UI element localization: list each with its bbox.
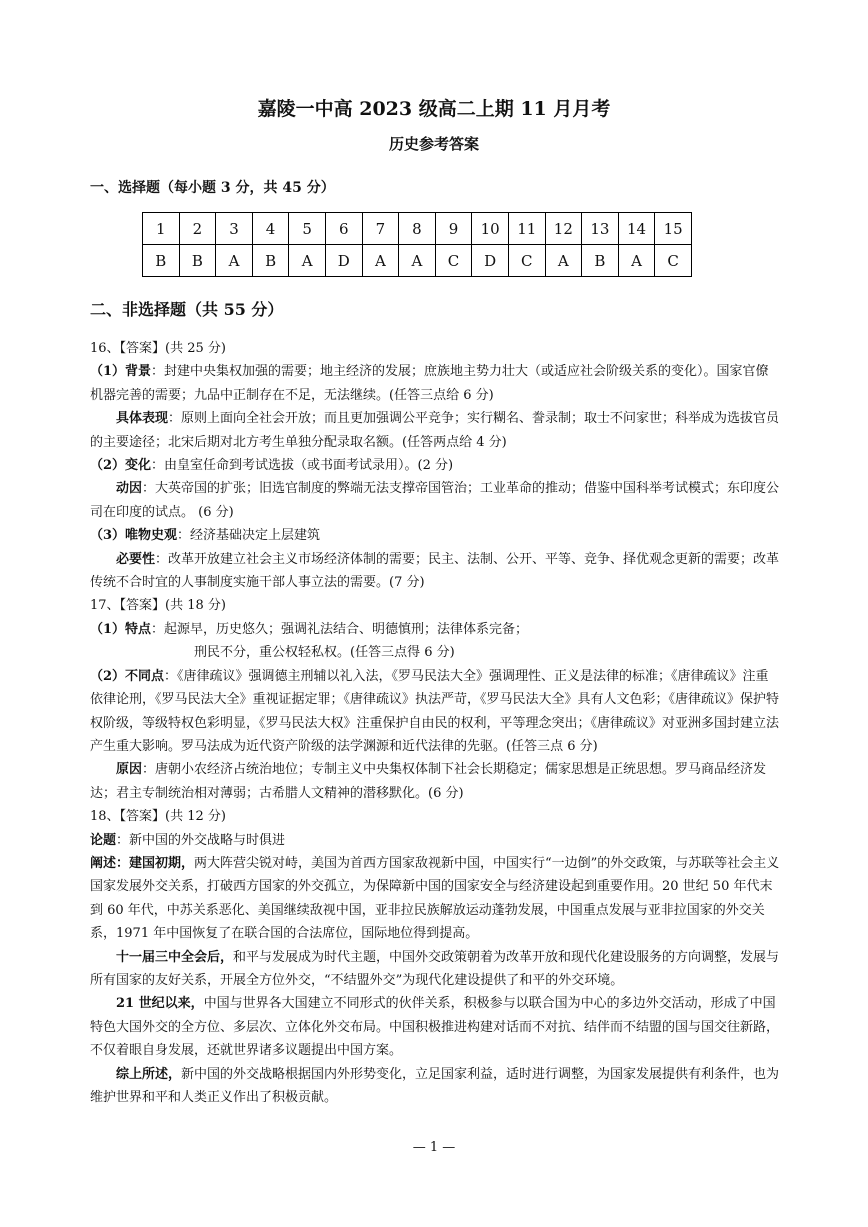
question-number: 6 — [325, 213, 362, 245]
section-1-heading: 一、选择题（每小题 3 分，共 45 分） — [90, 180, 335, 196]
answer-letter: B — [179, 245, 216, 277]
label: 综上所述， — [116, 1066, 182, 1082]
q17-part2-differences — [90, 665, 780, 759]
answer-letter: A — [362, 245, 399, 277]
answer-table-answer-row — [143, 245, 692, 277]
answer-letter: B — [582, 245, 619, 277]
question-number: 1 — [143, 213, 180, 245]
text: 新中国的外交战略根据国内外形势变化，立足国家利益，适时进行调整，为国家发展提供有利条件，也为维护世界和平和人类正义作出了积极贡献。 — [90, 1066, 780, 1105]
label: 阐述：建国初期， — [90, 855, 195, 871]
q16-specific-manifestation — [90, 407, 780, 454]
label: 十一届三中全会后， — [116, 949, 234, 965]
text: ：经济基础决定上层建筑 — [177, 528, 321, 544]
section-2-heading: 二、非选择题（共 55 分） — [90, 300, 284, 319]
text: ：封建中央集权加强的需要；地主经济的发展；庶族地主势力壮大（或适应社会阶级关系的变化）。国家官僚机器完善的需要；九品中正制存在不足，无法继续。(任答三点给 6 分) — [90, 364, 769, 403]
q17-part1-features — [90, 618, 780, 641]
question-number: 14 — [618, 213, 655, 245]
answer-letter: A — [289, 245, 326, 277]
q18-conclusion — [90, 1063, 780, 1110]
answer-letter: C — [655, 245, 692, 277]
question-number: 2 — [179, 213, 216, 245]
answer-letter: C — [508, 245, 545, 277]
answer-letter: A — [545, 245, 582, 277]
text: 中国与世界各大国建立不同形式的伙伴关系，积极参与以联合国为中心的多边外交活动，形成了中国特色大国外交的全方位、多层次、立体化外交布局。中国积极推进构建对话而不对抗、结伴而不结盟的国与国交往新路，不仅着眼自身发展，还就世界诸多议题提出中国方案。 — [90, 996, 780, 1059]
q16-necessity — [90, 548, 780, 595]
answer-letter: B — [143, 245, 180, 277]
text: 和平与发展成为时代主题，中国外交政策朝着为改革开放和现代化建设服务的方向调整，发展与所有国家的友好关系，开展全方位外交，“不结盟外交”为现代化建设提供了和平的外交环境。 — [90, 949, 780, 988]
label: （1）特点 — [90, 621, 152, 637]
q16-part2-change — [90, 454, 780, 477]
label: （1）背景 — [90, 364, 152, 380]
text: ：起源早，历史悠久；强调礼法结合、明德慎刑；法律体系完备； — [151, 621, 529, 637]
q16-part3-materialism — [90, 524, 780, 547]
page-title: 嘉陵一中高 2023 级高二上期 11 月月考 — [257, 98, 611, 120]
label: 论题 — [90, 832, 117, 848]
q18-elaboration-early — [90, 852, 780, 946]
q17-heading: 17、【答案】(共 18 分) — [90, 598, 226, 614]
answer-letter: A — [216, 245, 253, 277]
label: 21 世纪以来， — [116, 996, 204, 1012]
page-subtitle: 历史参考答案 — [388, 135, 479, 153]
q18-elaboration-reform — [90, 946, 780, 993]
question-number: 10 — [472, 213, 509, 245]
label: 具体表现 — [116, 411, 169, 427]
label: 必要性 — [116, 551, 156, 567]
question-number: 5 — [289, 213, 326, 245]
label: （2）不同点 — [90, 668, 165, 684]
label: 动因 — [116, 481, 143, 497]
text: ：大英帝国的扩张；旧选官制度的弊端无法支撑帝国管治；工业革命的推动；借鉴中国科举考试模式；东印度公司在印度的试点。 (6 分) — [90, 481, 780, 520]
question-number: 3 — [216, 213, 253, 245]
q16-motivation — [90, 477, 780, 524]
q17-part1-continued: 刑民不分，重公权轻私权。(任答三点得 6 分) — [194, 645, 455, 661]
question-number: 12 — [545, 213, 582, 245]
question-number: 8 — [399, 213, 436, 245]
text: ：《唐律疏议》强调德主刑辅以礼入法，《罗马民法大全》强调理性、正义是法律的标准；《唐律疏议》注重依律论刑，《罗马民法大全》重视证据定罪；《唐律疏议》执法严苛，《罗马民法大全》具有人文色彩；《唐律疏议》保护特权阶级，等级特权色彩明显，《罗马民法大权》注重保护自由民的权利，平等理念突出；《唐律疏议》对亚洲多国封建立法产生重大影响。罗马法成为近代资产阶级的法学渊源和近代法律的先驱。(任答三点 6 分) — [90, 668, 780, 754]
q16-heading: 16、【答案】(共 25 分) — [90, 341, 226, 356]
label: （2）变化 — [90, 458, 152, 474]
question-number: 15 — [655, 213, 692, 245]
question-number: 4 — [252, 213, 289, 245]
answer-letter: D — [472, 245, 509, 277]
question-number: 9 — [435, 213, 472, 245]
q16-part1-background — [90, 360, 780, 407]
page-number: — 1 — — [412, 1140, 456, 1155]
question-number: 7 — [362, 213, 399, 245]
answer-table — [142, 212, 692, 277]
q17-reasons — [90, 758, 780, 805]
label: （3）唯物史观 — [90, 528, 178, 544]
text: ：原则上面向全社会开放；而且更加强调公平竞争；实行糊名、誊录制；取士不问家世；科举成为选拔官员的主要途径；北宋后期对北方考生单独分配录取名额。(任答两点给 4 分) — [90, 411, 780, 450]
text: ：改革开放建立社会主义市场经济体制的需要；民主、法制、公开、平等、竞争、择优观念更新的需要；改革传统不合时宜的人事制度实施干部人事立法的需要。(7 分) — [90, 551, 780, 591]
text: 两大阵营尖锐对峙，美国为首西方国家敌视新中国，中国实行“一边倒”的外交政策，与苏联等社会主义国家发展外交关系，打破西方国家的外交孤立，为保障新中国的国家安全与经济建设起到重要作用。20 世纪 50 年代末到 60 年代，中苏关系恶化、美国继续敌视中国，亚非拉民族解放运动蓬勃发展，中国重点发展与亚非拉国家的外交关系，1971 年中国恢复了在联合国的合法席位，国际地位得到提高。 — [90, 855, 780, 942]
answer-letter: A — [399, 245, 436, 277]
text: ：唐朝小农经济占统治地位；专制主义中央集权体制下社会长期稳定；儒家思想是正统思想。罗马商品经济发达；君主专制统治相对薄弱；古希腊人文精神的潜移默化。(6 分) — [90, 762, 767, 801]
answer-letter: D — [325, 245, 362, 277]
answer-letter: A — [618, 245, 655, 277]
q18-elaboration-21st-century — [90, 992, 780, 1062]
label: 原因 — [116, 762, 143, 778]
text: ：由皇室任命到考试选拔（或书面考试录用）。(2 分) — [151, 458, 454, 474]
q18-heading: 18、【答案】(共 12 分) — [90, 809, 226, 825]
q18-thesis — [90, 829, 780, 852]
answer-letter: C — [435, 245, 472, 277]
answer-table-number-row — [143, 213, 692, 245]
question-number: 13 — [582, 213, 619, 245]
answer-body — [90, 337, 780, 1109]
text: ：新中国的外交战略与时俱进 — [116, 832, 286, 848]
question-number: 11 — [508, 213, 545, 245]
answer-letter: B — [252, 245, 289, 277]
